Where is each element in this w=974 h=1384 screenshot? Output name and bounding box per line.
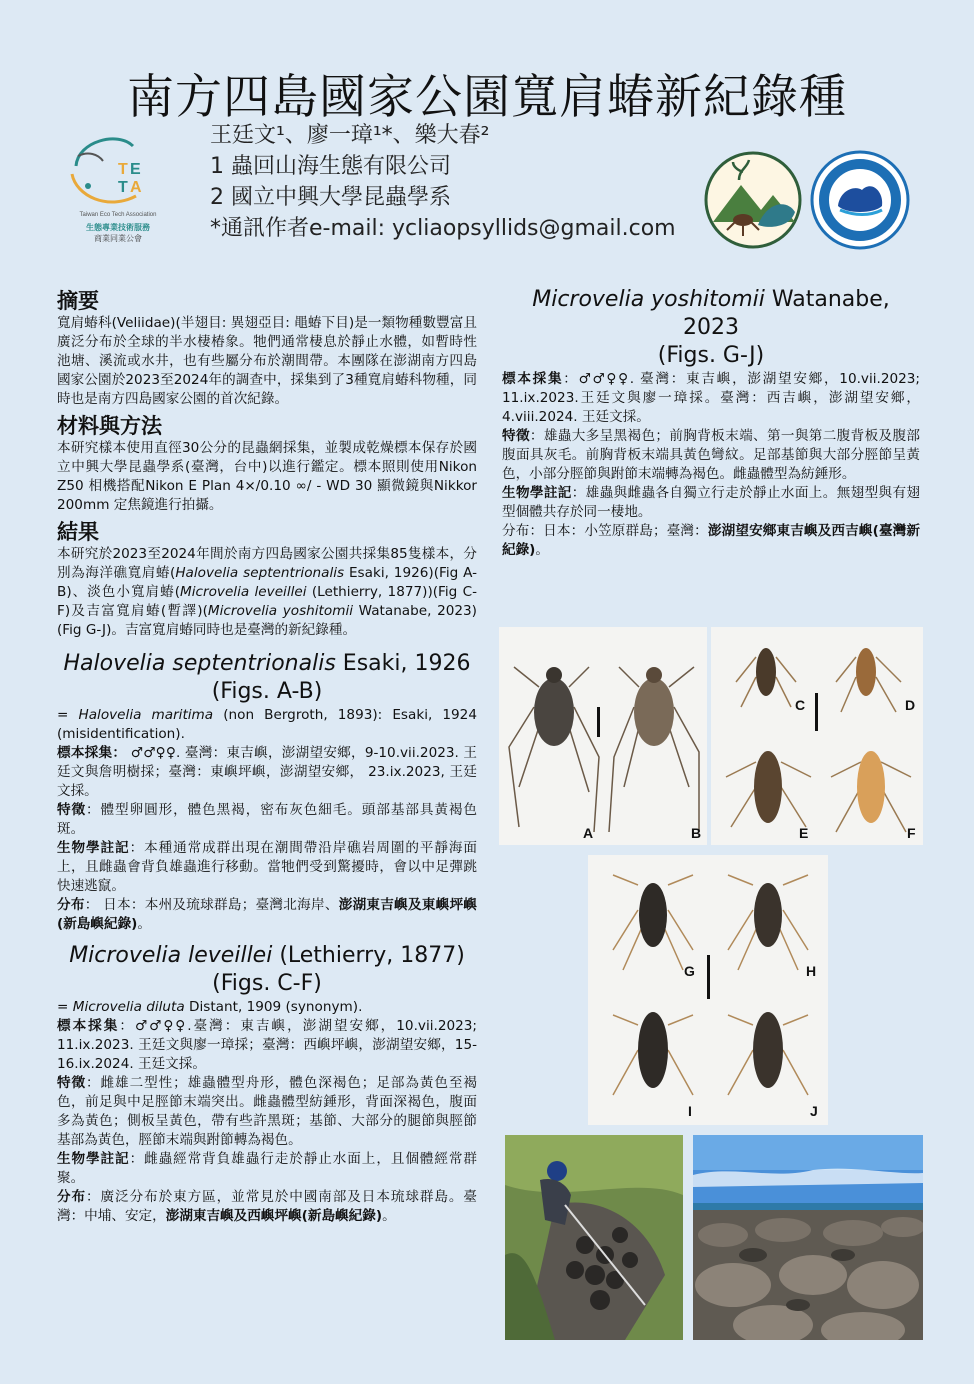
species3-distribution-text: 分布：日本：小笠原群島；臺灣： [502,523,708,539]
svg-text:A: A [130,179,142,196]
species2-syn-note: Distant, 1909 (synonym). [184,999,363,1015]
plate-a-b [499,627,707,845]
corresponding-email: *通訊作者e-mail: ycliaopsyllids@gmail.com [210,216,676,241]
species3-features-label: 特徵 [502,428,530,444]
results-species-2: Microvelia leveillei [180,584,307,600]
species2-biology-text: ：雌蟲經常背負雄蟲行走於靜止水面上，且個體經常群聚。 [57,1151,478,1186]
species2-collection-label: 標本採集 [57,1018,120,1034]
svg-text:T: T [118,179,128,196]
species3-author: Watanabe, 2023 [683,287,890,340]
plate-label-c: C [795,697,806,713]
teta-logo-graphic [58,126,178,216]
abstract-heading: 摘要 [57,289,99,313]
species3-figs: (Figs. G-J) [657,343,765,368]
teta-org-en: Taiwan Eco Tech Association [79,212,157,218]
species3-collection [502,370,920,427]
species2-distribution-end: 。 [382,1208,396,1224]
species1-distribution-new: 澎湖東吉嶼及東嶼坪嶼(新島嶼紀錄) [57,897,478,932]
results-part-1: 本研究於2023至2024年間於南方四島國家公園共採集85隻樣本，分別為海洋礁寬肩蝽( [57,546,477,581]
national-park-logo [810,150,910,250]
species1-figs: (Figs. A-B) [211,679,323,704]
scale-bar-ab [597,707,600,737]
species3-distribution-new: 澎湖望安鄉東吉嶼及西吉嶼(臺灣新紀錄) [502,523,920,558]
species2-distribution-text: ：廣泛分布於東方區，並常見於中國南部及日本琉球群島。臺灣：中埔、安定， [57,1189,478,1224]
halovelia-specimens-image [499,627,707,845]
poster-title: 南方四島國家公園寬肩蝽新紀錄種 [127,70,847,125]
species1-biology-label: 生物學註記 [57,840,130,856]
species1-name: Halovelia septentrionalis [63,651,336,676]
species3-biology-label: 生物學註記 [502,485,572,501]
affiliation-2: 2 國立中興大學昆蟲學系 [210,185,451,210]
species2-collection [57,1017,477,1074]
species1-features [57,801,477,839]
mountain-sea-icon [703,150,803,250]
species1-distribution-text: ： 日本：本州及琉球群島；臺灣北海岸、 [84,897,339,913]
species2-biology [57,1150,477,1188]
species3-collection-label: 標本採集 [502,371,564,387]
collector-photo-image [505,1135,683,1340]
species2-heading [57,942,477,970]
author-names: 王廷文¹、廖一璋¹*、樂大春² [210,123,490,148]
species1-features-label: 特徵 [57,802,87,818]
scale-bar-cf [815,693,818,731]
results-part-3: (Lethierry, 1877))(Fig C-F)及吉富寬肩蝽(暫譯)( [57,584,477,619]
author-block [210,120,676,244]
species3-collection-text: ：♂♂♀♀. 臺灣：東吉嶼，澎湖望安鄉，10.vii.2023; 11.ix.2023.王廷文與廖一璋採。臺灣：西吉嶼，澎湖望安鄉，4.viii.2024. 王廷文採。 [502,371,921,425]
species3-features-text: ：雄蟲大多呈黑褐色；前胸背板末端、第一與第二腹背板及腹部腹面具灰毛。前胸背板末端具黃色彎紋。足部基節與大部分脛節呈黃色，小部分脛節與跗節末端轉為褐色。雌蟲體型為紡錘形。 [502,428,920,482]
plate-label-j: J [810,1103,818,1119]
species1-distribution [57,896,477,934]
results-species-1: Halovelia septentrionalis [175,565,345,581]
results-part-4: Watanabe, 2023)(Fig G-J)。吉富寬肩蝽同時也是臺灣的新紀錄種。 [57,603,477,638]
species2-name: Microvelia leveillei [69,943,273,968]
species3-biology-text: ：雄蟲與雌蟲各自獨立行走於靜止水面上。無翅型與有翅型個體共存於同一棲地。 [502,485,921,520]
species2-collection-text: ：♂♂♀♀.臺灣：東吉嶼，澎湖望安鄉，10.vii.2023; 11.ix.2023. 王廷文與廖一璋採；臺灣：西嶼坪嶼，澎湖望安鄉，15-16.ix.2024. 王廷文採。 [57,1018,477,1072]
plate-label-a: A [583,825,594,841]
species2-author: (Lethierry, 1877) [272,943,465,968]
results-heading: 結果 [57,520,99,544]
species2-distribution-label: 分布 [57,1189,87,1205]
plate-label-i: I [688,1103,692,1119]
microvelia-leveillei-specimens-image [711,627,923,845]
svg-text:E: E [130,161,141,178]
species3-features [502,427,920,484]
species1-author: Esaki, 1926 [335,651,471,676]
teta-org-zh1: 生態專業技術服務 [86,223,150,232]
species2-figs: (Figs. C-F) [212,971,322,996]
species3-heading [502,286,920,342]
species2-features-label: 特徵 [57,1075,87,1091]
plate-label-e: E [799,825,809,841]
species1-collection-label: 標本採集： [57,745,127,761]
left-column [57,286,477,1226]
species1-biology-text: ：本種通常成群出現在潮間帶沿岸礁岩周圍的平靜海面上，且雌蟲會背負雄蟲進行移動。當牠們受到驚擾時，會以中足彈跳快速逃竄。 [57,840,478,894]
species1-synonym [57,706,477,744]
species3-name: Microvelia yoshitomii [532,287,765,312]
species1-features-text: ：體型卵圓形，體色黑褐，密布灰色細毛。頭部基部具黃褐色斑。 [57,802,478,837]
results-text [57,545,477,640]
park-seal-icon [810,150,910,250]
plate-label-g: G [684,963,695,979]
abstract-text: 寬肩蝽科(Veliidae)(半翅目: 異翅亞目: 黽蝽下目)是一類物種數豐富且廣泛分布於全球的半水棲椿象。牠們通常棲息於靜止水體，如暫時性池塘、溪流或水井，也有些屬分布於潮間帶。本團隊在澎湖南方四島國家公園於2023至2024年的調查中，採集到了3種寬肩蝽科物種，同時也是南方四島國家公園的首次紀錄。 [57,315,477,407]
species1-collection [57,744,477,801]
methods-text: 本研究樣本使用直徑30公分的昆蟲網採集，並製成乾燥標本保存於國立中興大學昆蟲學系(臺灣，台中)以進行鑑定。標本照則使用Nikon Z50 相機搭配Nikon E Plan 4×/0.10 ∞/ - WD 30 顯微鏡與Nikkor 200mm 定焦鏡進行拍攝。 [57,440,477,513]
svg-text:T: T [118,161,128,178]
teta-logo [58,126,178,246]
species3-distribution [502,522,920,560]
species1-biology [57,839,477,896]
plate-label-b: B [691,825,702,841]
plate-label-h: H [806,963,817,979]
plate-label-f: F [907,825,916,841]
species1-distribution-label: 分布 [57,897,85,913]
species2-biology-label: 生物學註記 [57,1151,130,1167]
species2-syn-name: Microvelia diluta [72,999,185,1015]
species3-distribution-end: 。 [535,542,549,558]
rocky-coast-photo-image [693,1135,923,1340]
plate-g-j [588,855,828,1125]
species1-syn-prefix: = [57,707,79,723]
plate-label-d: D [905,697,916,713]
affiliation-1: 1 蟲回山海生態有限公司 [210,154,451,179]
species2-features [57,1074,477,1150]
species1-collection-text: ♂♂♀♀. 臺灣：東吉嶼，澎湖望安鄉，9-10.vii.2023. 王廷文與詹明樹採；臺灣：東嶼坪嶼，澎湖望安鄉， 23.ix.2023, 王廷文採。 [57,745,478,799]
scale-bar-gj [707,955,710,999]
right-column [502,286,920,560]
teta-org-zh2: 商業同業公會 [94,234,142,243]
species1-distribution-end: 。 [137,916,151,932]
plate-c-f [711,627,923,845]
company-logo [703,150,803,250]
species2-syn-prefix: = [57,999,73,1015]
species1-syn-note: (non Bergroth, 1893): Esaki, 1924 (misidentification). [57,707,477,742]
species1-heading [57,650,477,678]
species2-distribution [57,1188,477,1226]
species3-biology [502,484,920,522]
species2-synonym [57,998,477,1017]
species1-syn-name: Halovelia maritima [78,707,214,723]
methods-heading: 材料與方法 [57,414,162,438]
species2-features-text: ：雌雄二型性；雄蟲體型舟形，體色深褐色；足部為黃色至褐色，前足與中足脛節末端突出。雌蟲體型紡錘形，背面深褐色，腹面多為黃色；側板呈黃色，帶有些許黑斑；基節、大部分的腿節與脛節基部為黃色，脛節末端與跗節轉為褐色。 [57,1075,478,1148]
species2-distribution-new: 澎湖東吉嶼及西嶼坪嶼(新島嶼紀錄) [165,1208,383,1224]
field-photo-coast [693,1135,923,1340]
field-photo-collector [505,1135,683,1340]
results-part-2: Esaki, 1926)(Fig A-B)、淡色小寬肩蝽( [57,565,477,600]
results-species-3: Microvelia yoshitomii [207,603,353,619]
